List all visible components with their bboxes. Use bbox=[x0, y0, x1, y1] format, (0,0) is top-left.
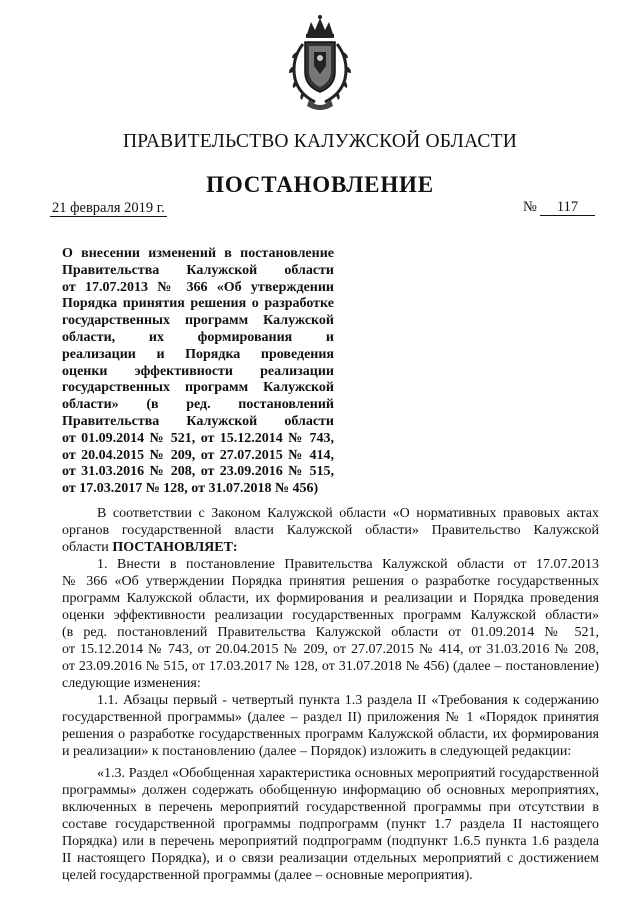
document-type-heading: ПОСТАНОВЛЕНИЕ bbox=[206, 172, 434, 197]
body-line: от 15.12.2014 № 743, от 20.04.2015 № 209, от 27.07.2015 № 414, от 31.03.2016 № 208, bbox=[62, 642, 599, 657]
kaluga-coat-of-arms-emblem bbox=[285, 14, 355, 114]
number-label: № bbox=[523, 199, 537, 215]
body-line: оценки эффективности реализации государственных программ Калужской области» bbox=[62, 608, 599, 623]
body-line: органов государственной власти Калужской области» Правительство Калужской bbox=[62, 523, 599, 538]
body-line-text: области bbox=[62, 540, 109, 555]
subject-line: от 31.03.2016 № 208, от 23.09.2016 № 515, bbox=[62, 464, 334, 480]
body-line: программ Калужской области, их формирования и реализации и Порядка проведения bbox=[62, 591, 599, 606]
subject-line: Правительства Калужской области bbox=[62, 413, 334, 429]
document-date: 21 февраля 2019 г. bbox=[52, 200, 165, 216]
body-line: (в ред. постановлений Правительства Калужской области от 01.09.2014 № 521, bbox=[62, 625, 599, 640]
body-line: составе государственной программы подпрограмм (пункт 1.7 раздела II настоящего bbox=[62, 817, 599, 832]
subject-line: от 17.03.2017 № 128, от 31.07.2018 № 456) bbox=[62, 481, 319, 497]
subject-line: Порядка принятия решения о разработке bbox=[62, 296, 334, 312]
body-line: включенных в перечень мероприятий государственной программы при отсутствии в bbox=[62, 800, 599, 815]
document-body bbox=[62, 505, 599, 884]
government-title: ПРАВИТЕЛЬСТВО КАЛУЖСКОЙ ОБЛАСТИ bbox=[123, 131, 517, 152]
body-line: Порядка) или в перечень мероприятий подпрограмм (подпункт 1.6.5 пункта 1.6 раздела bbox=[62, 834, 599, 849]
subject-line: области» (в ред. постановлений bbox=[62, 397, 334, 413]
subject-line: государственных программ Калужской bbox=[62, 380, 334, 396]
body-line: 1. Внести в постановление Правительства Калужской области от 17.07.2013 bbox=[97, 557, 599, 572]
subject-line: реализации и Порядка проведения bbox=[62, 346, 334, 362]
subject-line: О внесении изменений в постановление bbox=[62, 246, 334, 261]
body-line: «1.3. Раздел «Обобщенная характеристика основных мероприятий государственной bbox=[97, 766, 599, 781]
document-subject bbox=[62, 246, 334, 498]
body-line: следующие изменения: bbox=[62, 676, 201, 691]
subject-line: оценки эффективности реализации bbox=[62, 363, 334, 379]
body-line: государственной программы» (далее – раздел II) приложения № 1 «Порядок принятия bbox=[62, 710, 599, 725]
body-line: № 366 «Об утверждении Порядка принятия решения о разработке государственных bbox=[62, 574, 599, 589]
subject-line: от 20.04.2015 № 209, от 27.07.2015 № 414, bbox=[62, 447, 334, 463]
body-line bbox=[62, 539, 599, 556]
body-line: 1.1. Абзацы первый - четвертый пункта 1.3 раздела II «Требования к содержанию bbox=[97, 693, 599, 708]
body-line: программы» должен содержать обобщенную информацию об основных мероприятиях, bbox=[62, 783, 599, 798]
resolve-word: ПОСТАНОВЛЯЕТ: bbox=[112, 540, 238, 555]
body-line: от 23.09.2016 № 515, от 17.03.2017 № 128, от 31.07.2018 № 456) (далее – постановление) bbox=[62, 659, 599, 674]
subject-line: от 01.09.2014 № 521, от 15.12.2014 № 743, bbox=[62, 430, 334, 446]
body-line: решения о разработке государственных программ Калужской области, их формирования bbox=[62, 727, 599, 742]
body-line: В соответствии с Законом Калужской области «О нормативных правовых актах bbox=[97, 506, 599, 521]
subject-line: государственных программ Калужской bbox=[62, 313, 334, 329]
document-number: 117 bbox=[540, 199, 595, 216]
body-line: II настоящего Порядка), и о связи реализации отдельных мероприятий с достижением bbox=[62, 851, 599, 866]
body-line: и реализации» к постановлению (далее – Порядок) изложить в следующей редакции: bbox=[62, 744, 572, 759]
subject-line: Правительства Калужской области bbox=[62, 262, 334, 278]
subject-line: от 17.07.2013 № 366 «Об утверждении bbox=[62, 279, 334, 295]
subject-line: области, их формирования и bbox=[62, 329, 334, 345]
body-line: целей государственной программы (далее – основные мероприятия). bbox=[62, 868, 473, 883]
